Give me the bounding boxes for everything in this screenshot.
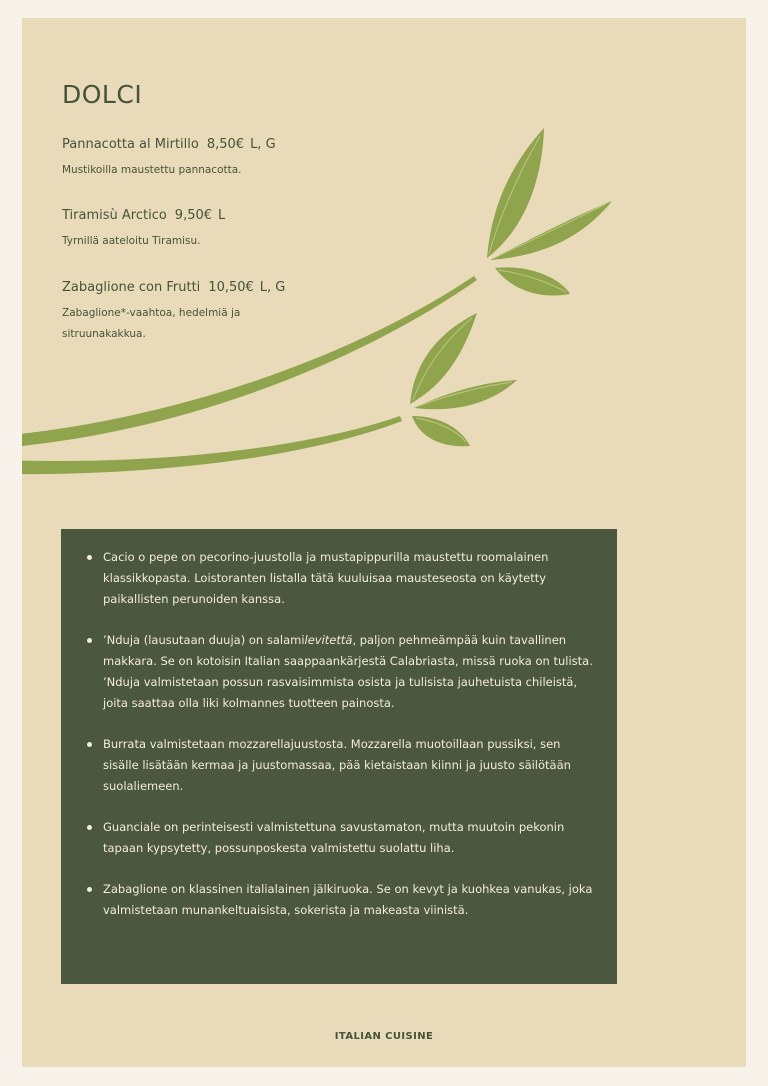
glossary-item: Guanciale on perinteisesti valmistettuna savustamaton, mutta muutoin pekonin tapaan kypsytetty, possunposkesta valmistettu suolattu liha.	[103, 817, 597, 859]
menu-item-name: Pannacotta al Mirtillo	[62, 137, 199, 152]
menu-item-name: Tiramisù Arctico	[62, 208, 167, 223]
menu-item-heading	[62, 279, 292, 297]
menu-page	[22, 18, 746, 1067]
menu-item	[62, 207, 322, 252]
page-title: DOLCI	[62, 80, 143, 109]
menu-item-heading	[62, 136, 322, 154]
menu-item-description: Zabaglione*-vaahtoa, hedelmiä ja sitruunakakkua.	[62, 307, 241, 340]
glossary-item: Burrata valmistetaan mozzarellajuustosta. Mozzarella muotoillaan pussiksi, sen sisälle lisätään kermaa ja juustomassaa, pää kietaistaan kiinni ja juusto säilötään suolaliemeen.	[103, 734, 597, 797]
glossary-text: , paljon pehmeämpää kuin tavallinen makkara. Se on kotoisin Italian saappaankärjestä Calabriasta, missä ruoka on tulista. ’Nduja valmistetaan possun rasvaisimmista osista ja tulisista jauhetuista chileistä, joita saattaa olla liki kolmannes tuotteen painosta.	[103, 633, 593, 710]
glossary-list	[61, 529, 617, 921]
menu-item-description: Tyrnillä aateloitu Tiramisu.	[62, 235, 201, 247]
glossary-item	[103, 630, 597, 714]
menu-item-name: Zabaglione con Frutti	[62, 280, 201, 295]
menu-item-diet-tags: L	[218, 208, 226, 223]
footer-label: ITALIAN CUISINE	[334, 1031, 434, 1042]
menu-item-price: 10,50€	[208, 280, 254, 295]
menu-item	[62, 136, 322, 181]
menu-item-heading	[62, 207, 322, 225]
glossary-panel	[61, 529, 617, 984]
menu-item	[62, 279, 292, 345]
glossary-item: Cacio o pepe on pecorino-juustolla ja mustapippurilla maustettu roomalainen klassikkopasta. Loistoranten listalla tätä kuuluisaa mausteseosta on käytetty paikallisten perunoiden kanssa.	[103, 547, 597, 610]
menu-item-price: 8,50€	[206, 137, 245, 152]
menu-item-price: 9,50€	[174, 208, 213, 223]
glossary-emphasis: levitettä	[304, 633, 353, 647]
menu-item-diet-tags: L, G	[250, 137, 276, 152]
menu-item-diet-tags: L, G	[259, 280, 286, 295]
glossary-text: ’Nduja (lausutaan duuja) on salami	[103, 633, 305, 647]
glossary-item: Zabaglione on klassinen italialainen jälkiruoka. Se on kevyt ja kuohkea vanukas, joka valmistetaan munankeltuaisista, sokerista ja makeasta viinistä.	[103, 879, 597, 921]
menu-item-description: Mustikoilla maustettu pannacotta.	[62, 164, 242, 176]
